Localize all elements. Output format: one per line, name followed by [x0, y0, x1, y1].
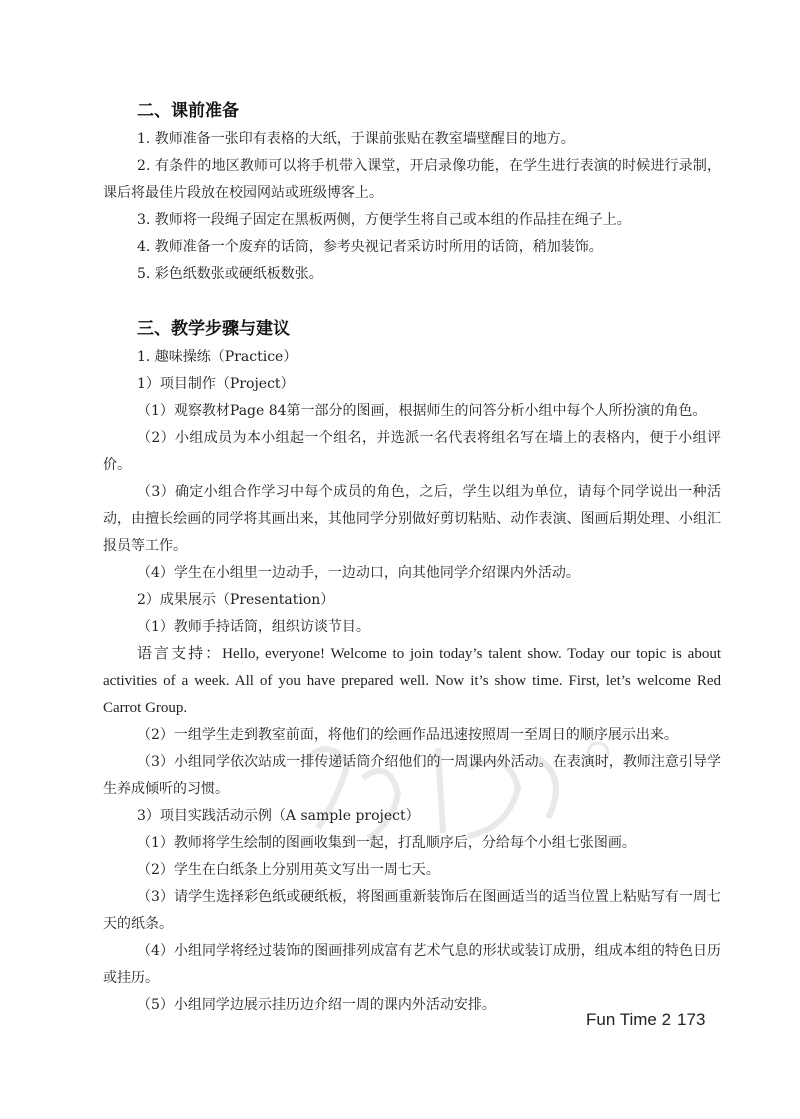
preparation-item-2: 2. 有条件的地区教师可以将手机带入课堂，开启录像功能，在学生进行表演的时候进行录制，课后将最佳片段放在校园网站或班级博客上。	[103, 158, 721, 201]
section-heading-teaching-steps: 三、教学步骤与建议	[137, 319, 290, 339]
project-step-1: （1）观察教材Page 84第一部分的图画，根据师生的问答分析小组中每个人所扮演的角色。	[137, 403, 707, 419]
project-step-4: （4）学生在小组里一边动手，一边动口，向其他同学介绍课内外活动。	[137, 565, 580, 581]
footer-book-title: Fun Time 2	[586, 1010, 672, 1029]
presentation-step-2: （2）一组学生走到教室前面，将他们的绘画作品迅速按照周一至周日的顺序展示出来。	[137, 727, 678, 743]
preparation-item-4: 4. 教师准备一个废弃的话筒，参考央视记者采访时所用的话筒，稍加装饰。	[137, 239, 603, 255]
project-step-3: （3）确定小组合作学习中每个成员的角色，之后，学生以组为单位，请每个同学说出一种活动，由擅长绘画的同学将其画出来，其他同学分别做好剪切粘贴、动作表演、图画后期处理、小组汇报员等工作。	[103, 484, 721, 554]
page-footer	[586, 1010, 705, 1030]
step-sample-project-title: 3）项目实践活动示例（A sample project）	[137, 808, 420, 824]
preparation-item-1: 1. 教师准备一张印有表格的大纸，于课前张贴在教室墙壁醒目的地方。	[137, 131, 575, 147]
sample-step-2: （2）学生在白纸条上分别用英文写出一周七天。	[137, 862, 440, 878]
step-project-title: 1）项目制作（Project）	[137, 376, 295, 392]
step-practice-title: 1. 趣味操练（Practice）	[137, 349, 298, 365]
sample-step-4: （4）小组同学将经过装饰的图画排列成富有艺术气息的形状或装订成册，组成本组的特色日历或挂历。	[103, 943, 721, 986]
presentation-step-1: （1）教师手持话筒，组织访谈节目。	[137, 619, 370, 635]
preparation-item-3: 3. 教师将一段绳子固定在黑板两侧，方便学生将自己或本组的作品挂在绳子上。	[137, 212, 631, 228]
page-number: 173	[677, 1010, 706, 1029]
page-content	[103, 100, 721, 1019]
sample-step-1: （1）教师将学生绘制的图画收集到一起，打乱顺序后，分给每个小组七张图画。	[137, 835, 636, 851]
preparation-item-5: 5. 彩色纸数张或硬纸板数张。	[137, 266, 323, 282]
project-step-2: （2）小组成员为本小组起一个组名，并选派一名代表将组名写在墙上的表格内，便于小组评价。	[103, 430, 721, 473]
presentation-step-3: （3）小组同学依次站成一排传递话筒介绍他们的一周课内外活动。在表演时，教师注意引导学生养成倾听的习惯。	[103, 754, 721, 797]
sample-step-5: （5）小组同学边展示挂历边介绍一周的课内外活动安排。	[137, 997, 496, 1013]
section-heading-preparation: 二、课前准备	[137, 101, 239, 121]
language-support-text: 语言支持：Hello, everyone! Welcome to join today’s talent show. Today our topic is about activities of a week. All of you have prepared well. Now it’s show time. First, let’s welcome Red Carrot Group.	[103, 646, 721, 716]
sample-step-3: （3）请学生选择彩色纸或硬纸板，将图画重新装饰后在图画适当的适当位置上粘贴写有一周七天的纸条。	[103, 889, 721, 932]
step-presentation-title: 2）成果展示（Presentation）	[137, 592, 335, 608]
